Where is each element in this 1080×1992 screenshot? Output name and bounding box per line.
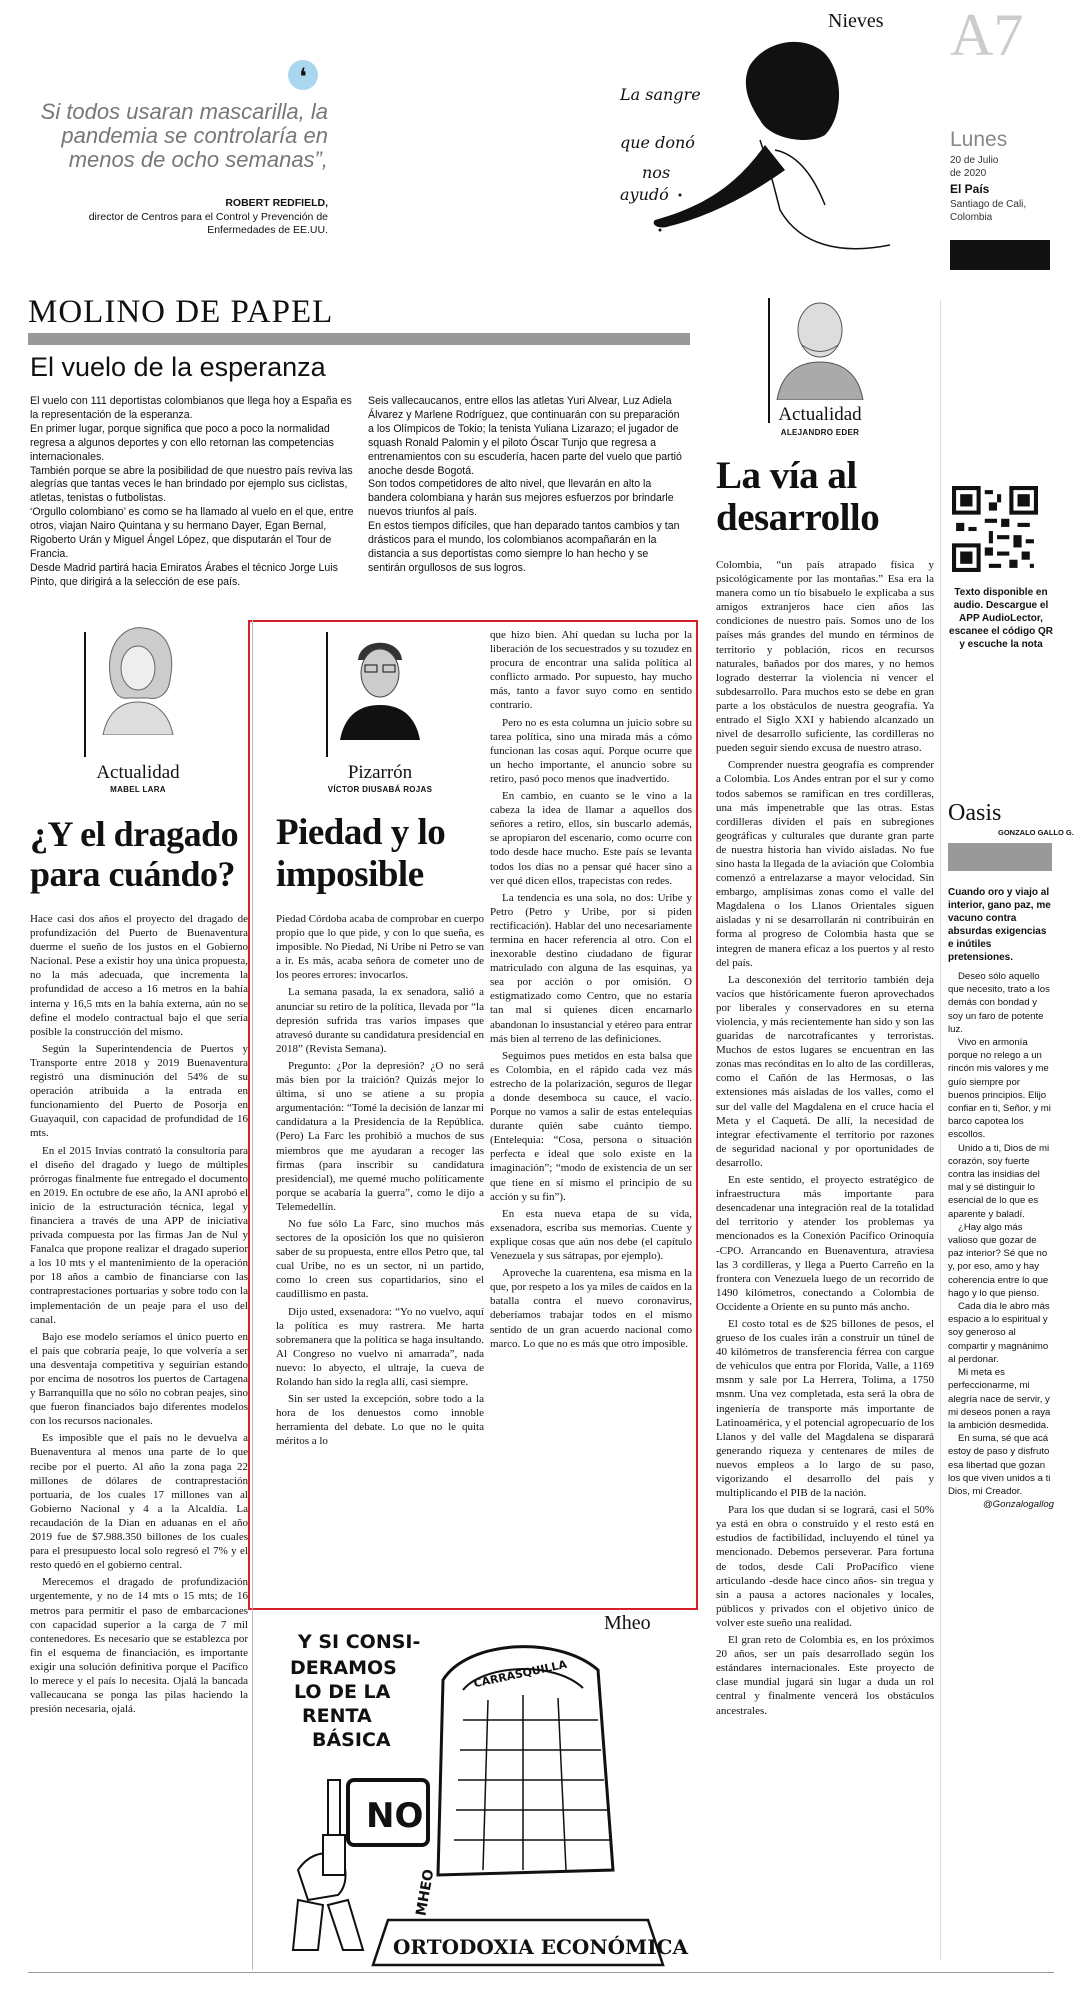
eder-p: La desconexión del territorio también deja vacíos que históricamente fueron aprovechados por liberales y conservadores en su eterna violencia, y más recientemente han sido y son las guaridas de narcotraficantes y terroristas. Muchos de estos lugares se encuentran en las zonas mas recónditas en lo alto de las cordilleras, como el Cañón de las Hermosas, o las extensiones más aisladas de los valles, como el sur del valle del Magdalena en el cruce hacia el Meta y el Caquetá. De allí, la necesidad de integrar efectivamente el territorio por razones de seguridad nacional y por oportunidades de desarrollo. xyxy=(716,973,934,1169)
eder-title: La vía al desarrollo xyxy=(716,454,880,539)
year-line: de 2020 xyxy=(950,168,987,179)
oasis-p: Vivo en armonía porque no relego a un rincón mis valores y me guío siempre por buenos principios. Elijo confiar en ti, Señor, y mi barco capotea los escollos. xyxy=(948,1037,1051,1141)
newspaper-name: El País xyxy=(950,182,990,196)
weekday: Lunes xyxy=(950,128,1008,151)
oasis-intro: Cuando oro y viajo al interior, gano paz, me vacuno contra absurdas exigencias e inútiles pretensiones. xyxy=(948,887,1051,963)
oasis-p: Unido a ti, Dios de mi corazón, soy fuerte contra las insidias del mal y sé distinguir lo esencial de lo que es aparente y baladí. xyxy=(948,1142,1050,1220)
diusaba-col-2 xyxy=(490,628,692,1598)
diusaba-title: Piedad y lo imposible xyxy=(276,812,446,895)
no-sign-text: NO xyxy=(366,1796,424,1836)
speech-line-4: RENTA xyxy=(302,1705,372,1727)
diusaba-p: La tendencia es una sola, no dos: Uribe y Petro (Petro y Uribe, por si piden rectificación). Hablar del uno necesariamente termina en hacer referencia al otro. Con el inexorable destino ciudadano de figurar matriculado con alguna de las esquinas, ya sea por acción o por omisión. O estigmatizado como Centro, que no estaría tan mal si quienes dicen encarnarlo abandonan lo insustancial y etéreo para entrar más bien al terreno de las definiciones. xyxy=(490,891,692,1045)
molino-p: Desde Madrid partirá hacia Emiratos Árabes el técnico Jorge Luis Pinto, que dirigirá a la selección de ese país. xyxy=(30,561,338,588)
author-photo-eder xyxy=(772,290,868,400)
diusaba-p: Aproveche la cuarentena, esa misma en la que, por respeto a los ya miles de caídos en la batalla contra el nuevo coronavirus, deberíamos trabajar todos en el mismo sentido de un gran acuerdo nacional como marco. Lo que no es más que otro imposible. xyxy=(490,1267,692,1350)
oasis-p: Cada día le abro más espacio a lo espiritual y soy generoso al compartir y magnánimo al perdonar. xyxy=(948,1301,1050,1365)
oasis-p: Deseo sólo aquello que necesito, trato a los demás con bondad y soy un faro de potente luz. xyxy=(948,971,1050,1035)
diusaba-p: Seguimos pues metidos en esta balsa que es Colombia, en el rápido cada vez más estrecho de la polarización, seguros de llegar a donde desemboca su cauce, el vacío. Porque no vamos a salir de estas entelequias durante quién sabe cuánto tiempo. (Entelequia: “Cosa, persona o situación perfecta e ideal que solo existe en la imaginación”; “modo de existencia de un ser que tiene en sí mismo el principio de su acción y su fin”). xyxy=(490,1049,692,1203)
molino-p: En estos tiempos difíciles, que han deparado tantos cambios y tan drásticos para el mundo, los colombianos acompañarán en la distancia a sus deportistas como siempre lo han hecho y se sentirán orgullosos de sus logros. xyxy=(368,520,680,574)
lara-title: ¿Y el dragado para cuándo? xyxy=(30,814,239,894)
mheo-cartoon xyxy=(268,1620,700,1982)
molino-grey-bar xyxy=(28,333,690,345)
molino-col-2 xyxy=(368,395,686,605)
diusaba-p: En esta nueva etapa de su vida, exsenadora, escriba sus memorias. Cuente y explique cosas que aún nos debe (el capítulo Venezuela y sus sátrapas, por ejemplo). xyxy=(490,1207,692,1263)
oasis-author: GONZALO GALLO G. xyxy=(998,828,1074,837)
molino-p: ‘Orgullo colombiano’ es como se ha llamado al vuelo en el que, entre otros, viajan Nairo Quintana y su hermano Dayer, Egan Bernal, Rigoberto Urán y Miguel Ángel López, que disputarán el Tour de Francia. xyxy=(30,506,354,560)
diusaba-author: VÍCTOR DIUSABÁ ROJAS xyxy=(327,785,433,794)
page-number: A7 xyxy=(950,2,1024,68)
molino-title: El vuelo de la esperanza xyxy=(30,352,326,382)
diusaba-p: Sin ser usted la excepción, sobre todo a la hora de los denuestos como innoble herramienta del debate. Lo que no le quita méritos a lo xyxy=(276,1393,484,1448)
molino-p: Seis vallecaucanos, entre ellos las atletas Yuri Alvear, Luz Adiela Álvarez y Marlene Rodríguez, que continuarán con su preparación a los Olímpicos de Tokio; la tenista Yuliana Lizarazo; el jugador de squash Ronald Palomin y el piloto Óscar Tunjo que regresa a entrenamientos con su escudería, hacen parte del vuelo que partió anoche desde Bogotá. xyxy=(368,395,682,477)
eder-p: El gran reto de Colombia es, en los próximos 20 años, ser un país desarrollado según los estándares internacionales. Este proyecto de clase mundial jugará sin lugar a duda un rol central y finalmente vencerá los obstáculos ancestrales. xyxy=(716,1634,934,1717)
molino-p: Son todos competidores de alto nivel, que llevarán en alto la bandera colombiana y harán sus mejores esfuerzos por brindarle nuevos triunfos al país. xyxy=(368,478,674,519)
oasis-p: En suma, sé que acá estoy de paso y disfruto esa libertad que gozan los que viven unidos a ti Dios, mi Creador. xyxy=(948,1433,1051,1497)
lara-photo-rule xyxy=(84,632,86,757)
divider-vertical-right xyxy=(940,300,941,1960)
eder-p: Comprender nuestra geografía es comprender a Colombia. Los Andes entran por el sur y como todos sabemos se ramifican en tres cordilleras, una más impenetrable que las otras. Estas cordilleras dividen el país en subregiones geográficas y culturales que durante gran parte de nuestra historia han vivido aisladas. No fue sino hasta la llegada de la aviación que Colombia comenzó a entrelazarse a mayor velocidad. Sin embargo, amplísimas zonas como el valle del Magdalena o los Llanos Orientales siguen aisladas y ni se desarrollarán ni contribuirán en forma al progreso de Colombia hasta que se integren de manera eficaz a los puertos y al resto del país. xyxy=(716,759,934,969)
molino-col-1 xyxy=(30,395,358,605)
speech-line-2: DERAMOS xyxy=(290,1657,397,1679)
lara-p: Hace casi dos años el proyecto del dragado de profundización del Puerto de Buenaventura duerme el sueño de los justos en el Gobierno Nacional. Pese a existir hoy una única propuesta, no la más adecuada, que incrementa la profundidad de acceso a 16 metros en la bahía interna y 16,5 mts en la bahía externa, aún no se define el modelo contractual bajo el que sería posible la construcción del mismo. xyxy=(30,913,248,1038)
cartoon-text-line-3: nos xyxy=(642,163,671,182)
diusaba-p: Pregunto: ¿Por la depresión? ¿O no será más bien por la traición? Quizás mejor lo última, si uno se atiene a su propia argumentación: “Tomé la decisión de lanzar mi candidatura a la Presidencia de la República. (Pero) La Farc les prohibió a muchos de sus miembros que me ayudaran a recoger las firmas (para inscribir su candidatura presidencial), me quemé mucho políticamente porque se acabaría la guerra”, como le dijo a Telemedellín. xyxy=(276,1059,484,1213)
oasis-p: ¿Hay algo más valioso que gozar de paz interior? Sé que no y, por eso, amo y hay coherencia entre lo que hago y lo que pienso. xyxy=(948,1221,1049,1299)
nieves-cartoon xyxy=(600,30,900,275)
eder-body xyxy=(716,558,934,1960)
country-line: Colombia xyxy=(950,212,993,223)
city-line: Santiago de Cali, xyxy=(950,199,1027,210)
cartoon-text-line-2: que donó xyxy=(620,133,695,152)
eder-p: Para los que dudan si se logrará, casi el 50% ya está en obra o construido y el resto está en estudios de factibilidad, incluyendo el túnel ya mencionado. Debemos perseverar. Para fortuna de todos, desde Cali ProPacífico viene articulando -desde hace cinco años- sin tregua y sin a pausa a actores nacionales y locales, públicos y privados con el objetivo único de volver este sueño una realidad. xyxy=(716,1504,934,1629)
molino-p: El vuelo con 111 deportistas colombianos que llega hoy a España es la representación de la esperanza. xyxy=(30,395,352,421)
speech-line-1: Y SI CONSI- xyxy=(298,1631,421,1653)
lara-p: Bajo ese modelo seríamos el único puerto en el país que cobraría peaje, lo que volvería a ser una desventaja competitiva y seguirían estando por encima de nosotros los puertos de Cartagena y Barranquilla que no sólo no cobran peajes, sino que fueron financiados bajo diferentes modelos con los recursos nacionales. xyxy=(30,1330,248,1428)
cartoon-text-line-1: La sangre xyxy=(620,85,701,104)
author-photo-lara xyxy=(88,620,188,735)
diusaba-photo-rule xyxy=(326,632,328,757)
lara-p: En el 2015 Invías contrató la consultoría para el diseño del dragado y luego de múltiples prórrogas finalmente fue entregado el documento en 2019. En octubre de ese año, la ANI aprobó el inicio de la estructuración técnica, legal y financiera a través de una APP de iniciativa privada compuesta por las firmas Jan de Nul y Fanalca que propone realizar el dragado superior a los 10 mts y el mantenimiento de la operación por 18 años a cambio de financiarse con las contraprestaciones portuarias y sobre todo con la implementación de un peaje para el uso del canal. xyxy=(30,1144,248,1326)
quote-author: ROBERT REDFIELD, xyxy=(225,197,328,209)
cartoonist-name-nieves: Nieves xyxy=(828,10,884,32)
qr-code[interactable] xyxy=(952,486,1038,572)
diusaba-p: La semana pasada, la ex senadora, salió a anunciar su retiro de la política, llevada por “la depresión sufrida tras varios impases que atravesó durante su candidatura presidencial en 2018” (Revista Semana). xyxy=(276,986,484,1055)
divider-vertical-left xyxy=(252,620,253,1970)
diusaba-col-1 xyxy=(276,912,484,1602)
oasis-handle: @Gonzalogallog xyxy=(982,1499,1054,1511)
eder-author: ALEJANDRO EDER xyxy=(780,428,860,437)
lara-section: Actualidad xyxy=(96,762,180,783)
black-bar-top xyxy=(950,240,1050,270)
lara-body xyxy=(30,912,248,1962)
quote-icon: ❛ xyxy=(288,60,318,90)
lara-p: Merecemos el dragado de profundización urgentemente, y no de 14 mts o 15 mts; de 16 metros para permitir el paso de embarcaciones con capacidad superior a la carga de 7 mil contenedores. Es necesario que se establezca por fin el esquema de financiación, es importante exigir una solución definitiva porque el Pacífico lo merece y el país lo necesita. Ojalá la bancada vallecaucana se ponga las pilas haciendo la presión necesaria, ojalá. xyxy=(30,1576,248,1716)
molino-p: También porque se abre la posibilidad de que nuestro país reviva las alegrías que tantas veces le han brindado por ejemplo sus ciclistas, atletas, tenistas o futbolistas. xyxy=(30,464,353,505)
diusaba-p: Dijo usted, exsenadora: “Yo no vuelvo, aquí la política es muy rastrera. Me harta sobremanera que la política se haga insultando. Al Congreso no vuelvo ni amarrada”, nada nuevo: lo abyecto, el ultraje, la cueva de Rolando han sido la regla allí, casi siempre. xyxy=(276,1305,484,1388)
quote-role: director de Centros para el Control y Prevención de Enfermedades de EE.UU. xyxy=(88,211,328,236)
diusaba-p: No fue sólo La Farc, sino muchos más sectores de la oposición los que no quisieron saber de su propuesta, entre ellos Petro que, tal cual Uribe, no es un sector, ni un partido, como lo creen sus copartidarios, sino el caudillismo en pasta. xyxy=(276,1217,484,1301)
diusaba-p: Pero no es esta columna un juicio sobre su tarea política, sino una mirada más a cómo funcionan las cosas aquí. Porque ocurre que un hecho importante, el anuncio sobre su retiro, pasó poco menos que inadvertido. xyxy=(490,716,692,785)
cartoon-signature: MHEO xyxy=(413,1868,438,1918)
molino-p: En primer lugar, porque significa que poco a poco la normalidad regresa a algunos deportes y con ello retornan las competencias internacionales. xyxy=(30,422,334,463)
lara-p: Según la Superintendencia de Puertos y Transporte entre 2018 y 2019 Buenaventura registró una disminución del 54% de su operación atribuida a la entrada en funcionamiento del Puerto de Posorja en Guayaquil, con capacidad de profundidad de 16 mts. xyxy=(30,1042,248,1140)
oasis-p: Mi meta es perfeccionarme, mi alegría nace de servir, y mi deseos ponen a raya la ambición desmedida. xyxy=(948,1367,1051,1431)
diusaba-p: que hizo bien. Ahí quedan su lucha por la liberación de los secuestrados y su tozudez en procura de encontrar una salida política al conflicto armado. Por supuesto, hay mucho más, tanto a favor suyo como en sentido contrario. xyxy=(490,629,692,712)
lara-p: Es imposible que el país no le devuelva a Buenaventura al menos una parte de lo que recibe por el puerto. Al año la zona paga 22 millones de dólares de contraprestación portuaria, de los cuales 17 millones van al Gobierno Nacional y 4 a la Alcaldía. La recaudación de la Dian en aduanas en el año 2019 fue de $7.988.350 billones de los cuales para el presupuesto local solo regresó el 7% y el resto quedó en el gobierno central. xyxy=(30,1432,248,1572)
oasis-grey-bar xyxy=(948,843,1052,871)
eder-p: Colombia, “un país atrapado física y psicológicamente por las montañas.” Esa era la manera como un tío bisabuelo le explicaba a sus amigos extranjeros hace cien años las condiciones de nuestro país. Somos uno de los países más grandes del mundo en términos de territorio y población, ricos en recursos naturales, bañados por dos mares, y no hemos logrado desterrar la violencia ni vencer el subdesarrollo. Para muchos esto se debe en gran parte a los obstáculos de nuestra geografía. Ya entrado el Siglo XXI y habiendo alcanzado un nivel de desarrollo suficiente, las cordilleras no pueden seguir siendo excusa de nuestro atraso. xyxy=(716,559,934,755)
date-line: 20 de Julio xyxy=(950,155,999,166)
oasis-section: Oasis xyxy=(948,800,1002,826)
cartoon-text-line-4: ayudó xyxy=(620,185,669,204)
cartoonist-name-mheo: Mheo xyxy=(604,1612,651,1634)
section-molino: MOLINO DE PAPEL xyxy=(28,294,334,330)
author-photo-diusaba xyxy=(330,625,430,740)
diusaba-p: En cambio, en cuanto se le vino a la cabeza la idea de llamar a aquellos dos señores a retiro, ellos, sin buscarlo además, se apropiaron del escenario, como ocurre con todo desde hace mucho. Este país se levanta todos los días no a pensar qué hacer sino a ver qué dicen ellos, trapecistas con redes. xyxy=(490,790,692,887)
diusaba-p: Piedad Córdoba acaba de comprobar en cuerpo propio que lo que pide, y con lo que sueña, es imposible. No Piedad, Ni Uribe ni Petro se van a ir. Es más, acaba señora de cometer uno de los peores errores: invocarlos. xyxy=(276,913,484,982)
oasis-body xyxy=(948,886,1054,1966)
diusaba-section: Pizarrón xyxy=(347,762,413,783)
eder-p: El costo total es de $25 billones de pesos, el grueso de los cuales irán a construir un túnel de 40 kilómetros de transferencia férrea con cargue de vehículos que entra por Florida, Valle, a 1169 msnm y sale por La Herrera, Tolima, a 1750 msnm. Una vez completada, esta será la obra de ingeniería de transporte más importante de Latinoamérica, y el potencial agropecuario de los Llanos y del valle del Magdalena se disparará generando riqueza y centenares de miles de nuevos empleos a lo largo de su paso, vigorizando el desarrollo del país y multiplicando el PIB de la nación. xyxy=(716,1317,934,1500)
chair-label: CARRASQUILLA xyxy=(472,1657,569,1691)
speech-line-5: BÁSICA xyxy=(312,1729,391,1751)
eder-section: Actualidad xyxy=(778,404,862,425)
pull-quote: Si todos usaran mascarilla, la pandemia se controlaría en menos de ocho semanas”, xyxy=(40,99,328,172)
qr-caption: Texto disponible en audio. Descargue el APP AudioLector, escanee el código QR y escuche la nota xyxy=(949,587,1053,650)
speech-line-3: LO DE LA xyxy=(294,1681,391,1703)
divider-bottom xyxy=(28,1972,1054,1973)
base-caption: ORTODOXIA ECONÓMICA xyxy=(393,1935,688,1959)
lara-author: MABEL LARA xyxy=(110,785,166,794)
eder-p: En este sentido, el proyecto estratégico de infraestructura más importante para desencadenar una integración real de la totalidad del territorio y atender los problemas ya mencionados es la Conexión Pacífico Orinoquía -CPO. Arrancando en Buenaventura, atraviesa las 3 cordilleras, y llega a Puerto Carreño en la frontera con Venezuela luego de un recorrido de 1490 kilómetros, conectando a Colombia de Occidente a Oriente en su punto más ancho. xyxy=(716,1174,934,1313)
